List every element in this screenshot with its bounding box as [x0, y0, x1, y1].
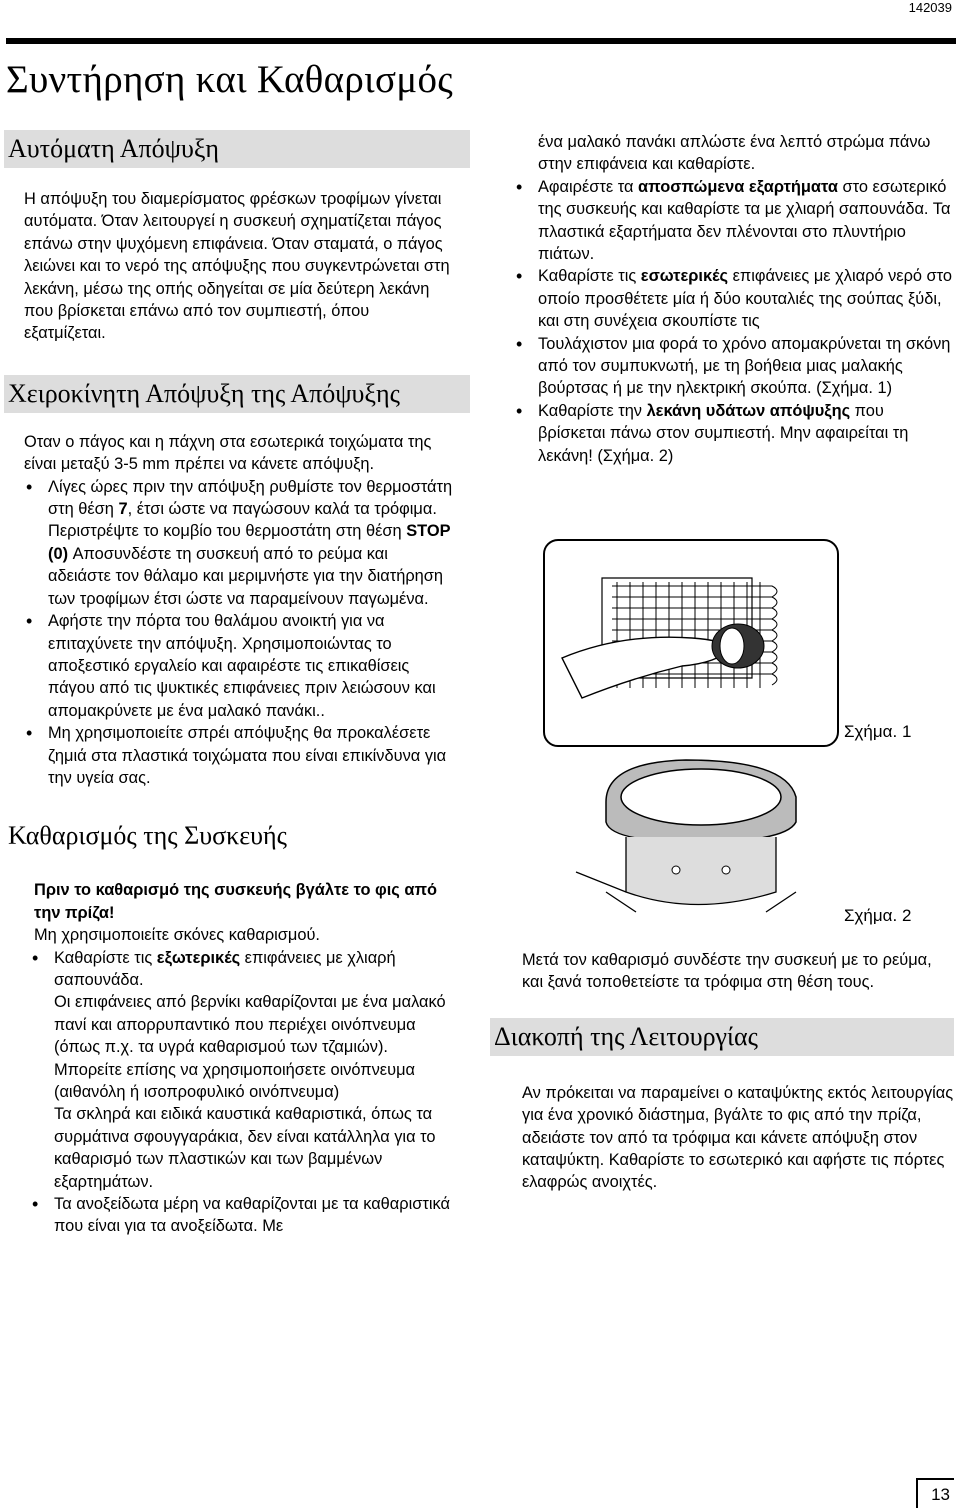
figure-compressor-tray	[566, 742, 836, 922]
manual-defrost-intro: Οταν ο πάγος και η πάχνη στα εσωτερικά τοιχώματα της είναι μεταξύ 3-5 mm πρέπει να κάνετε απόψυξη.	[24, 432, 432, 474]
list-item: • Καθαρίστε τις εσωτερικές επιφάνειες με χλιαρό νερό στο οποίο προσθέτετε μία ή δύο κουταλιές της σούπας ξύδι, και στη συνέχεια σκουπίστε τις	[514, 265, 954, 332]
list-item: • Καθαρίστε τις εξωτερικές επιφάνειες με χλιαρή σαπουνάδα. Οι επιφάνειες από βερνίκι καθαρίζονται με ένα μαλακό πανί και απορρυπαντικό που περιέχει οινόπνευμα (όπως π.χ. τα υγρά καθαρισμού των τζαμιών). Μπορείτε επίσης να χρησιμοποιήσετε οινόπνευμα (αιθανόλη ή ισοπροφυλικό οινόπνευμα) Τα σκληρά και ειδικά καυστικά καθαριστικά, όπως τα συρμάτινα σφουγγαράκια, δεν είναι κατάλληλα για το καθαρισμό των πλαστικών και των βαμμένων εξαρτημάτων.	[30, 947, 454, 1193]
shutdown-heading: Διακοπή της Λειτουργίας	[490, 1018, 954, 1056]
manual-defrost-heading: Χειροκίνητη Απόψυξη της Απόψυξης	[4, 375, 470, 413]
list-item: • Μη χρησιμοποιείτε σπρέι απόψυξης θα προκαλέσετε ζημιά στα πλαστικά τοιχώματα που είναι επικίνδυνα για την υγεία σας.	[24, 722, 454, 789]
page-title: Συντήρηση και Καθαρισμός	[6, 58, 454, 101]
list-item: • Τα ανοξείδωτα μέρη να καθαρίζονται με τα καθαριστικά που είναι για τα ανοξείδωτα. Με	[30, 1193, 454, 1238]
page-number: 13	[916, 1478, 954, 1508]
continued-text: ένα μαλακό πανάκι απλώστε ένα λεπτό στρώμα πάνω στην επιφάνεια και καθαρίστε.	[538, 133, 931, 174]
list-item: • Λίγες ώρες πριν την απόψυξη ρυθμίστε τον θερμοστάτη στη θέση 7, έτσι ώστε να παγώσουν καλά τα τρόφιμα. Περιστρέψτε το κομβίο του θερμοστάτη στη θέση STOP (0) Αποσυνδέστε τη συσκευή από το ρεύμα και αδειάστε τον θάλαμο και μεριμνήστε για την διατήρηση των τροφίμων έτσι ώστε να παραμείνουν παγωμένα.	[24, 476, 454, 610]
cleaning-warning: Πριν το καθαρισμό της συσκευής βγάλτε το φις από την πρίζα!	[34, 881, 438, 922]
shutdown-text: Αν πρόκειται να παραμείνει ο καταψύκτης εκτός λειτουργίας για ένα χρονικό διάστημα, βγάλτε το φις από την πρίζα, αδειάστε τον από τα τρόφιμα και κάνετε απόψυξη στον καταψύκτη. Καθαρίστε το εσωτερικό και αφήστε τις πόρτες ελαφρώς ανοιχτές.	[522, 1083, 954, 1192]
auto-defrost-text: Η απόψυξη του διαμερίσματος φρέσκων τροφίμων γίνεται αυτόματα. Όταν λειτουργεί η συσκευή σχηματίζεται πάγος επάνω στην ψυχόμενη επιφάνεια. Όταν σταματά, ο πάγος λειώνει και το νερό της απόψυξης που συγκεντρώνεται στη λεκάνη, μέσω της οπής οδηγείται σε μία δεύτερη λεκάνη που βρίσκεται επάνω από τον συμπιεστή, όπου εξατμίζεται.	[24, 190, 450, 343]
list-item: • Καθαρίστε την λεκάνη υδάτων απόψυξης που βρίσκεται πάνω στον συμπιεστή. Μην αφαιρείται τη λεκάνη! (Σχήμα. 2)	[514, 400, 954, 467]
top-rule	[6, 38, 956, 44]
document-id: 142039	[908, 0, 952, 15]
manual-defrost-list	[24, 476, 454, 790]
list-item: • Αφαιρέστε τα αποσπώμενα εξαρτήματα στο εσωτερικό της συσκευής και καθαρίστε τα με χλιαρή σαπουνάδα. Τα πλαστικά εξαρτήματα δεν πλένονται στο πλυντήριο πιάτων.	[514, 176, 954, 266]
left-column	[4, 130, 470, 1238]
cleaning-heading: Καθαρισμός της Συσκευής	[8, 821, 287, 851]
figure-condenser-cleaning	[542, 538, 840, 748]
list-item: • Τουλάχιστον μια φορά το χρόνο απομακρύνεται τη σκόνη από τον συμπυκνωτή, με τη βοήθεια μιας μαλακής βούρτσας ή με την ηλεκτρική σκούπα. (Σχήμα. 1)	[514, 333, 954, 400]
no-powder-note: Μη χρησιμοποιείτε σκόνες καθαρισμού.	[34, 926, 320, 945]
cleaning-list	[30, 947, 454, 1238]
right-column	[514, 131, 954, 467]
auto-defrost-heading: Αυτόματη Απόψυξη	[4, 130, 470, 168]
right-column-lower	[494, 949, 954, 1194]
cleaning-list-continued	[514, 176, 954, 467]
list-item: • Αφήστε την πόρτα του θαλάμου ανοικτή για να επιταχύνετε την απόψυξη. Χρησιμοποιώντας το αποξεστικό εργαλείο και αφαιρέστε τις επικαθίσεις πάγου από τις ψυκτικές επιφάνειες πριν λειώσουν και απομακρύνετε με ένα μαλακό πανάκι..	[24, 610, 454, 722]
figure-2-caption: Σχήμα. 2	[844, 906, 912, 925]
after-cleaning-text: Μετά τον καθαρισμό συνδέστε την συσκευή με το ρεύμα, και ξανά τοποθετείστε τα τρόφιμα στη θέση τους.	[522, 951, 932, 992]
figure-1-caption: Σχήμα. 1	[844, 722, 912, 741]
